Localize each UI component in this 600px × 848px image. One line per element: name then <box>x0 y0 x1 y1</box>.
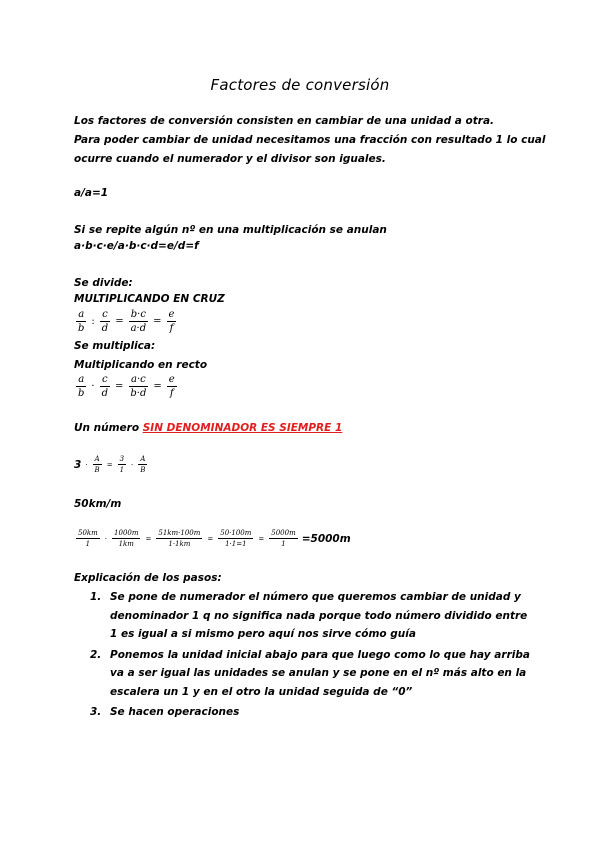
fraction: $\frac{a}{b}$ <box>78 309 85 334</box>
fraction: $\frac{50km}{1}$ <box>78 529 98 548</box>
divide-formula <box>74 309 178 334</box>
equals-sign: = <box>106 460 113 469</box>
operator: · <box>131 460 134 469</box>
document-title: Factores de conversión <box>210 76 390 94</box>
conversion-result: =5000m <box>301 532 351 545</box>
number-rule-highlight: SIN DENOMINADOR ES SIEMPRE 1 <box>142 422 343 434</box>
explanation-steps <box>90 588 530 724</box>
operator: · <box>104 534 108 543</box>
number-lead: 3 <box>74 458 82 471</box>
repeat-text: Si se repite algún nº en una multiplicación se anulan <box>74 224 387 236</box>
fraction: $\frac{e}{f}$ <box>168 309 175 334</box>
fraction: $\frac{3}{1}$ <box>119 455 125 474</box>
equals-sign: = <box>115 381 124 392</box>
equals-sign: = <box>115 316 124 327</box>
list-item: 2. Ponemos la unidad inicial abajo para que luego como lo que hay arriba va a ser igual las unidades se anulan y se pone en el nº más alto en la escalera un 1 y en el otro la unidad seguida de “0” <box>90 648 530 698</box>
fraction: $\frac{50\cdot 100m}{1\cdot 1=1}$ <box>220 529 252 548</box>
equals-sign: = <box>153 381 162 392</box>
fraction: $\frac{51km\cdot 100m}{1\cdot 1km}$ <box>158 529 201 548</box>
fraction: $\frac{5000m}{1}$ <box>271 529 296 548</box>
multiply-formula <box>74 374 179 399</box>
operator: : <box>91 316 95 327</box>
operator: · <box>91 381 95 392</box>
conversion-formula <box>74 529 351 548</box>
divide-heading: Se divide: <box>74 277 133 289</box>
fraction: $\frac{a\cdot c}{b\cdot d}$ <box>130 374 147 399</box>
list-item: 3. Se hacen operaciones <box>90 706 240 718</box>
number-rule: Un número SIN DENOMINADOR ES SIEMPRE 1 <box>74 422 343 434</box>
fraction: $\frac{1000m}{1km}$ <box>114 529 139 548</box>
list-item: 1. Se pone de numerador el número que queremos cambiar de unidad y denominador 1 q no significa nada porque todo número dividido entre 1 es igual a si mismo pero aquí nos sirve cómo guía <box>90 591 528 640</box>
identity-formula: a/a=1 <box>74 187 109 199</box>
explanation-heading: Explicación de los pasos: <box>74 572 222 584</box>
operator: · <box>85 460 88 469</box>
fraction: $\frac{c}{d}$ <box>101 374 108 399</box>
intro-line-2: Para poder cambiar de unidad necesitamos una fracción con resultado 1 lo cual <box>74 134 546 146</box>
multiply-method: Multiplicando en recto <box>74 359 208 371</box>
fraction: $\frac{c}{d}$ <box>101 309 109 334</box>
equals-sign: = <box>258 534 265 543</box>
intro-line-3: ocurre cuando el numerador y el divisor son iguales. <box>74 153 386 165</box>
speed-value: 50km/m <box>74 498 122 510</box>
fraction: $\frac{a}{b}$ <box>78 374 85 399</box>
fraction: $\frac{b\cdot c}{a\cdot d}$ <box>130 309 147 334</box>
fraction: $\frac{A}{B}$ <box>140 455 146 474</box>
fraction: $\frac{e}{f}$ <box>168 374 175 399</box>
equals-sign: = <box>207 534 214 543</box>
equals-sign: = <box>153 316 162 327</box>
number-example-formula <box>74 455 149 474</box>
divide-method: MULTIPLICANDO EN CRUZ <box>74 293 225 305</box>
repeat-formula: a·b·c·e/a·b·c·d=e/d=f <box>74 240 199 252</box>
multiply-heading: Se multiplica: <box>74 340 156 352</box>
equals-sign: = <box>145 534 152 543</box>
fraction: $\frac{A}{B}$ <box>94 455 100 474</box>
intro-line-1: Los factores de conversión consisten en cambiar de una unidad a otra. <box>74 115 495 127</box>
